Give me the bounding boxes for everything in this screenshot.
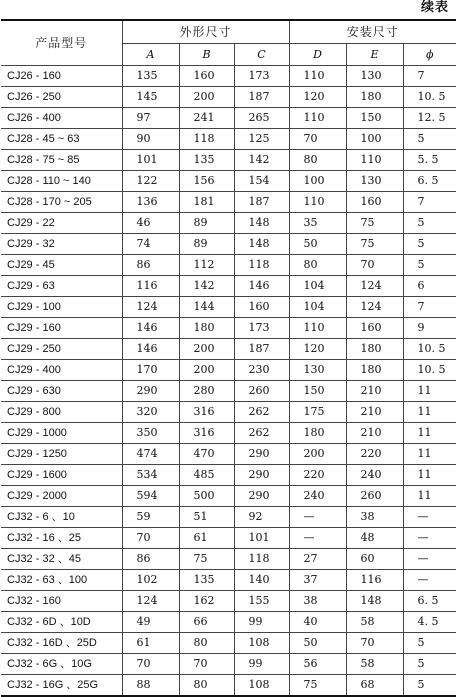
cell-c: 262 xyxy=(234,402,289,423)
model-cell: CJ28 - 75 ~ 85 xyxy=(1,150,122,171)
cell-a: 124 xyxy=(122,591,179,612)
table-row xyxy=(1,654,456,675)
cell-c: 290 xyxy=(234,486,289,507)
cell-e: 240 xyxy=(346,465,403,486)
cell-e: 130 xyxy=(346,171,403,192)
model-cell: CJ32 - 32 、45 xyxy=(1,549,122,570)
header-group-row xyxy=(1,20,456,44)
cell-e: 210 xyxy=(346,381,403,402)
cell-b: 160 xyxy=(179,66,234,87)
model-cell: CJ29 - 45 xyxy=(1,255,122,276)
cell-b: 75 xyxy=(179,549,234,570)
table-row xyxy=(1,255,456,276)
cell-phi: 6. 5 xyxy=(403,171,456,192)
col-header-b: B xyxy=(179,44,234,66)
cell-e: 124 xyxy=(346,297,403,318)
cell-a: 70 xyxy=(122,528,179,549)
install-dimensions-header: 安装尺寸 xyxy=(289,20,456,44)
col-header-c: C xyxy=(234,44,289,66)
cell-phi: 10. 5 xyxy=(403,360,456,381)
cell-a: 86 xyxy=(122,549,179,570)
model-cell: CJ26 - 160 xyxy=(1,66,122,87)
cell-a: 170 xyxy=(122,360,179,381)
cell-d: 37 xyxy=(289,570,346,591)
cell-d: — xyxy=(289,528,346,549)
cell-c: 125 xyxy=(234,129,289,150)
cell-a: 101 xyxy=(122,150,179,171)
table-row xyxy=(1,234,456,255)
outline-dimensions-header: 外形尺寸 xyxy=(122,20,289,44)
table-row xyxy=(1,276,456,297)
table-row xyxy=(1,570,456,591)
cell-b: 200 xyxy=(179,87,234,108)
cell-phi: 12. 5 xyxy=(403,108,456,129)
cell-d: 56 xyxy=(289,654,346,675)
cell-b: 51 xyxy=(179,507,234,528)
cell-c: 230 xyxy=(234,360,289,381)
cell-b: 316 xyxy=(179,423,234,444)
continued-table-label: 续表 xyxy=(420,0,449,15)
cell-a: 90 xyxy=(122,129,179,150)
table-header xyxy=(1,20,456,66)
cell-a: 74 xyxy=(122,234,179,255)
model-cell: CJ29 - 100 xyxy=(1,297,122,318)
cell-a: 124 xyxy=(122,297,179,318)
col-header-a: A xyxy=(122,44,179,66)
cell-b: 118 xyxy=(179,129,234,150)
cell-a: 594 xyxy=(122,486,179,507)
cell-phi: 7 xyxy=(403,66,456,87)
cell-e: 210 xyxy=(346,423,403,444)
model-cell: CJ29 - 32 xyxy=(1,234,122,255)
cell-d: 40 xyxy=(289,612,346,633)
cell-b: 470 xyxy=(179,444,234,465)
cell-c: 146 xyxy=(234,276,289,297)
cell-e: 100 xyxy=(346,129,403,150)
table-row xyxy=(1,549,456,570)
cell-c: 148 xyxy=(234,234,289,255)
cell-b: 80 xyxy=(179,675,234,697)
cell-phi: 5 xyxy=(403,255,456,276)
cell-d: 120 xyxy=(289,339,346,360)
cell-a: 146 xyxy=(122,339,179,360)
cell-d: 110 xyxy=(289,192,346,213)
cell-c: 148 xyxy=(234,213,289,234)
cell-e: 260 xyxy=(346,486,403,507)
cell-phi: — xyxy=(403,570,456,591)
cell-c: 265 xyxy=(234,108,289,129)
cell-e: 70 xyxy=(346,633,403,654)
cell-phi: 5 xyxy=(403,633,456,654)
cell-d: 110 xyxy=(289,66,346,87)
cell-b: 156 xyxy=(179,171,234,192)
cell-b: 89 xyxy=(179,213,234,234)
cell-d: 104 xyxy=(289,276,346,297)
cell-d: 120 xyxy=(289,87,346,108)
cell-c: 155 xyxy=(234,591,289,612)
cell-d: 70 xyxy=(289,129,346,150)
cell-e: 75 xyxy=(346,234,403,255)
model-cell: CJ29 - 800 xyxy=(1,402,122,423)
col-header-d: D xyxy=(289,44,346,66)
dimensions-table xyxy=(1,19,456,697)
cell-a: 102 xyxy=(122,570,179,591)
table-row xyxy=(1,633,456,654)
cell-d: 75 xyxy=(289,675,346,697)
table-row xyxy=(1,402,456,423)
cell-d: 100 xyxy=(289,171,346,192)
cell-a: 145 xyxy=(122,87,179,108)
table-row xyxy=(1,528,456,549)
model-cell: CJ32 - 6 、10 xyxy=(1,507,122,528)
cell-phi: 11 xyxy=(403,465,456,486)
table-row xyxy=(1,675,456,697)
cell-e: 70 xyxy=(346,255,403,276)
table-row xyxy=(1,150,456,171)
cell-d: 240 xyxy=(289,486,346,507)
cell-b: 181 xyxy=(179,192,234,213)
model-cell: CJ29 - 22 xyxy=(1,213,122,234)
cell-d: 180 xyxy=(289,423,346,444)
model-cell: CJ29 - 1000 xyxy=(1,423,122,444)
model-cell: CJ29 - 1600 xyxy=(1,465,122,486)
cell-a: 70 xyxy=(122,654,179,675)
cell-b: 180 xyxy=(179,318,234,339)
cell-d: 27 xyxy=(289,549,346,570)
cell-b: 135 xyxy=(179,150,234,171)
cell-c: 142 xyxy=(234,150,289,171)
cell-b: 200 xyxy=(179,339,234,360)
model-cell: CJ32 - 160 xyxy=(1,591,122,612)
cell-phi: 9 xyxy=(403,318,456,339)
cell-a: 61 xyxy=(122,633,179,654)
cell-b: 316 xyxy=(179,402,234,423)
cell-phi: 4. 5 xyxy=(403,612,456,633)
cell-b: 142 xyxy=(179,276,234,297)
cell-b: 485 xyxy=(179,465,234,486)
table-row xyxy=(1,129,456,150)
cell-phi: 5 xyxy=(403,129,456,150)
cell-c: 108 xyxy=(234,633,289,654)
cell-d: 110 xyxy=(289,318,346,339)
cell-c: 262 xyxy=(234,423,289,444)
cell-e: 130 xyxy=(346,66,403,87)
cell-c: 101 xyxy=(234,528,289,549)
table-row xyxy=(1,87,456,108)
cell-d: 150 xyxy=(289,381,346,402)
cell-a: 474 xyxy=(122,444,179,465)
cell-a: 290 xyxy=(122,381,179,402)
cell-phi: 6. 5 xyxy=(403,591,456,612)
cell-d: — xyxy=(289,507,346,528)
col-header-phi: ϕ xyxy=(403,44,456,66)
cell-phi: 5 xyxy=(403,675,456,697)
cell-c: 260 xyxy=(234,381,289,402)
cell-phi: 11 xyxy=(403,381,456,402)
cell-phi: 6 xyxy=(403,276,456,297)
cell-phi: 11 xyxy=(403,402,456,423)
cell-b: 135 xyxy=(179,570,234,591)
cell-d: 130 xyxy=(289,360,346,381)
cell-b: 500 xyxy=(179,486,234,507)
table-row xyxy=(1,213,456,234)
model-cell: CJ29 - 2000 xyxy=(1,486,122,507)
col-header-e: E xyxy=(346,44,403,66)
cell-b: 89 xyxy=(179,234,234,255)
cell-e: 48 xyxy=(346,528,403,549)
model-cell: CJ29 - 630 xyxy=(1,381,122,402)
model-cell: CJ26 - 400 xyxy=(1,108,122,129)
table-body xyxy=(1,66,456,697)
model-cell: CJ29 - 400 xyxy=(1,360,122,381)
cell-phi: 11 xyxy=(403,444,456,465)
cell-a: 350 xyxy=(122,423,179,444)
cell-d: 104 xyxy=(289,297,346,318)
model-cell: CJ32 - 6D 、10D xyxy=(1,612,122,633)
cell-c: 290 xyxy=(234,465,289,486)
model-cell: CJ32 - 6G 、10G xyxy=(1,654,122,675)
cell-e: 60 xyxy=(346,549,403,570)
cell-e: 180 xyxy=(346,87,403,108)
model-cell: CJ28 - 110 ~ 140 xyxy=(1,171,122,192)
cell-d: 80 xyxy=(289,150,346,171)
cell-d: 35 xyxy=(289,213,346,234)
cell-phi: — xyxy=(403,507,456,528)
cell-d: 50 xyxy=(289,234,346,255)
cell-a: 49 xyxy=(122,612,179,633)
cell-e: 110 xyxy=(346,150,403,171)
cell-b: 162 xyxy=(179,591,234,612)
table-row xyxy=(1,171,456,192)
table-row xyxy=(1,297,456,318)
cell-d: 110 xyxy=(289,108,346,129)
cell-c: 160 xyxy=(234,297,289,318)
cell-b: 241 xyxy=(179,108,234,129)
cell-c: 118 xyxy=(234,549,289,570)
model-cell: CJ29 - 1250 xyxy=(1,444,122,465)
cell-c: 290 xyxy=(234,444,289,465)
cell-c: 173 xyxy=(234,66,289,87)
table-row xyxy=(1,465,456,486)
table-row xyxy=(1,423,456,444)
cell-b: 61 xyxy=(179,528,234,549)
cell-c: 118 xyxy=(234,255,289,276)
cell-phi: 7 xyxy=(403,192,456,213)
model-cell: CJ29 - 160 xyxy=(1,318,122,339)
table-row xyxy=(1,192,456,213)
cell-c: 99 xyxy=(234,654,289,675)
cell-c: 154 xyxy=(234,171,289,192)
cell-c: 173 xyxy=(234,318,289,339)
cell-phi: 10. 5 xyxy=(403,339,456,360)
cell-e: 160 xyxy=(346,318,403,339)
cell-phi: 5 xyxy=(403,234,456,255)
model-cell: CJ28 - 170 ~ 205 xyxy=(1,192,122,213)
cell-e: 58 xyxy=(346,654,403,675)
cell-a: 86 xyxy=(122,255,179,276)
cell-e: 210 xyxy=(346,402,403,423)
model-cell: CJ32 - 63 、100 xyxy=(1,570,122,591)
cell-c: 187 xyxy=(234,87,289,108)
cell-a: 534 xyxy=(122,465,179,486)
model-cell: CJ29 - 63 xyxy=(1,276,122,297)
cell-e: 220 xyxy=(346,444,403,465)
table-row xyxy=(1,108,456,129)
cell-e: 148 xyxy=(346,591,403,612)
table-row xyxy=(1,66,456,87)
table-row xyxy=(1,612,456,633)
cell-phi: 10. 5 xyxy=(403,87,456,108)
cell-a: 146 xyxy=(122,318,179,339)
cell-e: 160 xyxy=(346,192,403,213)
cell-phi: 11 xyxy=(403,423,456,444)
cell-a: 59 xyxy=(122,507,179,528)
cell-a: 46 xyxy=(122,213,179,234)
cell-phi: 5 xyxy=(403,213,456,234)
cell-e: 180 xyxy=(346,360,403,381)
cell-b: 80 xyxy=(179,633,234,654)
table-row xyxy=(1,444,456,465)
cell-phi: — xyxy=(403,528,456,549)
cell-d: 50 xyxy=(289,633,346,654)
table-row xyxy=(1,486,456,507)
cell-a: 122 xyxy=(122,171,179,192)
cell-b: 66 xyxy=(179,612,234,633)
cell-c: 187 xyxy=(234,192,289,213)
model-cell: CJ32 - 16G 、25G xyxy=(1,675,122,697)
cell-e: 68 xyxy=(346,675,403,697)
cell-a: 136 xyxy=(122,192,179,213)
model-cell: CJ32 - 16 、25 xyxy=(1,528,122,549)
table-row xyxy=(1,360,456,381)
cell-e: 116 xyxy=(346,570,403,591)
cell-c: 92 xyxy=(234,507,289,528)
cell-b: 280 xyxy=(179,381,234,402)
model-cell: CJ26 - 250 xyxy=(1,87,122,108)
cell-b: 70 xyxy=(179,654,234,675)
cell-a: 116 xyxy=(122,276,179,297)
cell-a: 88 xyxy=(122,675,179,697)
table-row xyxy=(1,507,456,528)
cell-b: 112 xyxy=(179,255,234,276)
cell-e: 180 xyxy=(346,339,403,360)
cell-d: 220 xyxy=(289,465,346,486)
cell-d: 200 xyxy=(289,444,346,465)
cell-e: 75 xyxy=(346,213,403,234)
cell-e: 150 xyxy=(346,108,403,129)
model-cell: CJ32 - 16D 、25D xyxy=(1,633,122,654)
cell-a: 320 xyxy=(122,402,179,423)
table-row xyxy=(1,339,456,360)
model-column-header: 产品型号 xyxy=(1,20,122,66)
cell-phi: 5 xyxy=(403,654,456,675)
table-row xyxy=(1,591,456,612)
cell-d: 38 xyxy=(289,591,346,612)
cell-e: 58 xyxy=(346,612,403,633)
cell-phi: 11 xyxy=(403,486,456,507)
model-cell: CJ29 - 250 xyxy=(1,339,122,360)
model-cell: CJ28 - 45 ~ 63 xyxy=(1,129,122,150)
cell-c: 187 xyxy=(234,339,289,360)
cell-b: 200 xyxy=(179,360,234,381)
cell-c: 108 xyxy=(234,675,289,697)
cell-d: 175 xyxy=(289,402,346,423)
cell-phi: 5. 5 xyxy=(403,150,456,171)
cell-c: 140 xyxy=(234,570,289,591)
cell-d: 80 xyxy=(289,255,346,276)
table-row xyxy=(1,381,456,402)
cell-e: 38 xyxy=(346,507,403,528)
cell-c: 99 xyxy=(234,612,289,633)
cell-e: 124 xyxy=(346,276,403,297)
cell-a: 97 xyxy=(122,108,179,129)
cell-a: 135 xyxy=(122,66,179,87)
cell-phi: 7 xyxy=(403,297,456,318)
cell-b: 144 xyxy=(179,297,234,318)
table-row xyxy=(1,318,456,339)
cell-phi: — xyxy=(403,549,456,570)
